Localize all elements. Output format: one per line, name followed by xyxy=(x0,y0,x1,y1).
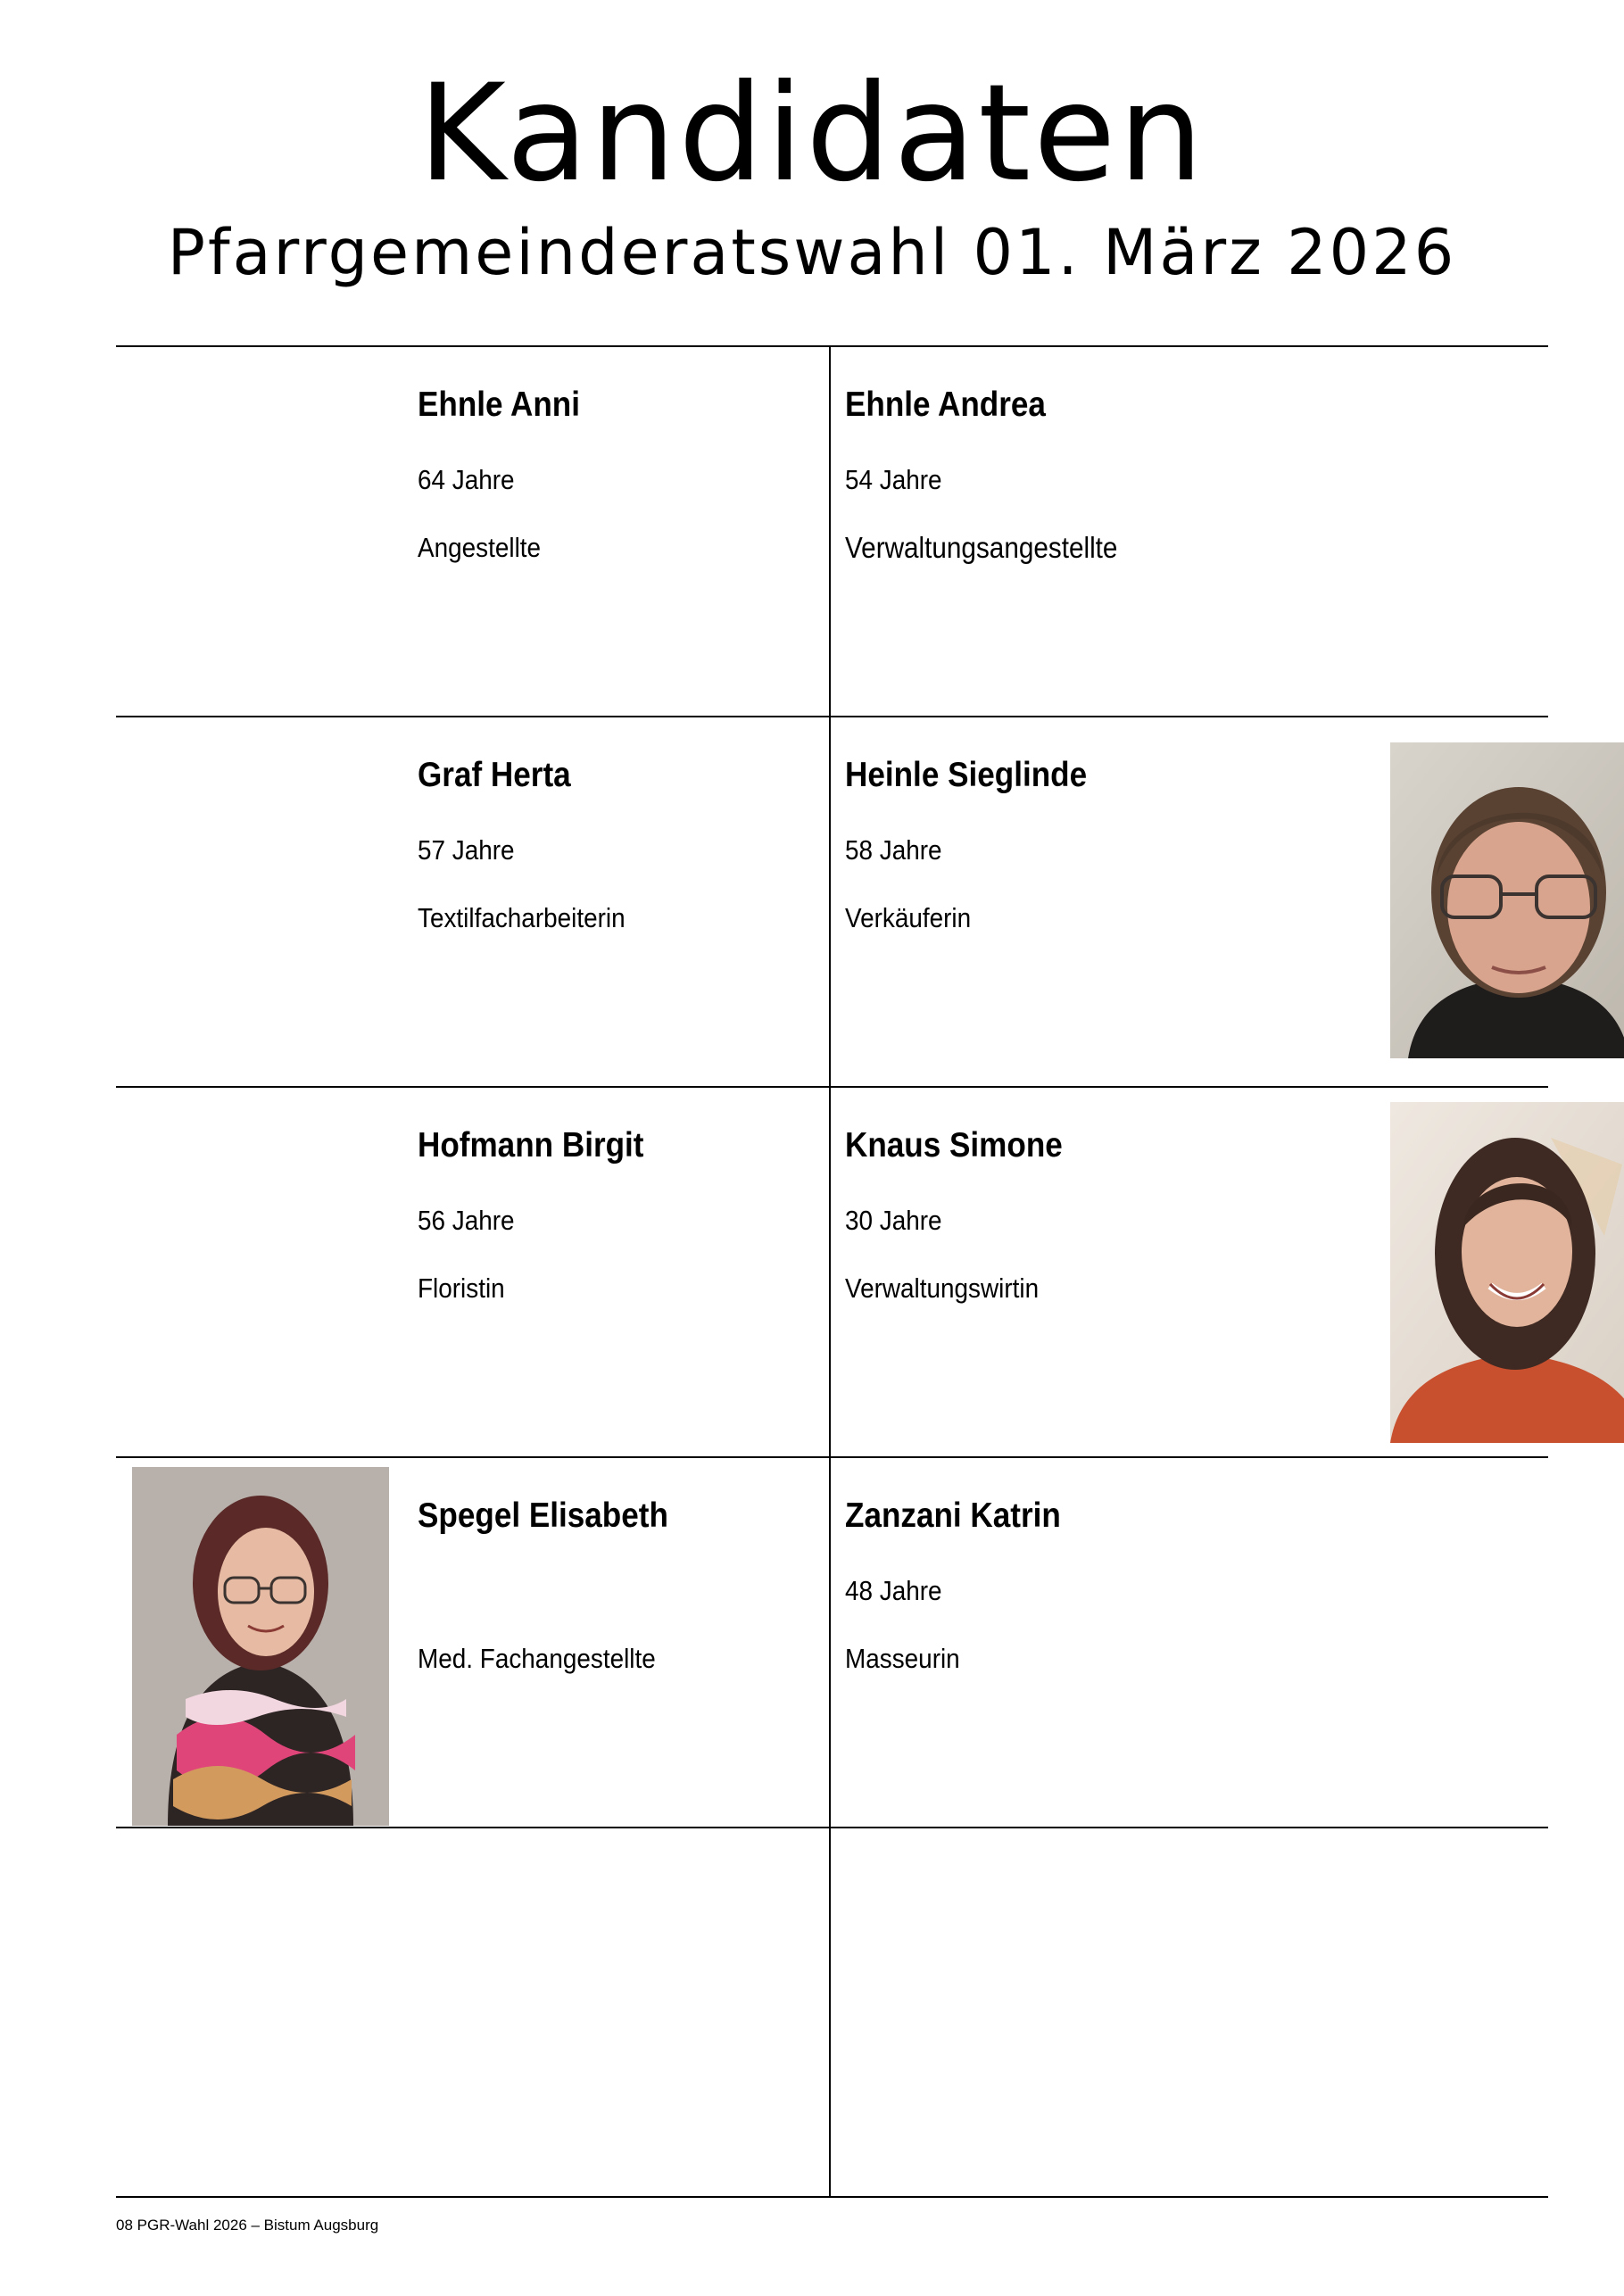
page-subtitle: Pfarrgemeinderatswahl 01. März 2026 xyxy=(167,216,1457,289)
candidate-occupation: Floristin xyxy=(418,1272,505,1304)
candidate-occupation: Textilfacharbeiterin xyxy=(418,902,626,933)
candidate-name: Ehnle Andrea xyxy=(845,385,1046,424)
candidate-age: 57 Jahre xyxy=(418,834,515,866)
candidate-age: 58 Jahre xyxy=(845,834,942,866)
page-title: Kandidaten xyxy=(418,56,1206,211)
candidate-card xyxy=(830,716,1544,1086)
candidate-age: 56 Jahre xyxy=(418,1205,515,1236)
candidate-name: Hofmann Birgit xyxy=(418,1126,644,1165)
candidate-card xyxy=(830,345,1544,716)
candidate-card xyxy=(830,1456,1544,1827)
candidate-photo xyxy=(1390,742,1624,1058)
empty-card xyxy=(830,1827,1544,2197)
candidate-name: Zanzani Katrin xyxy=(845,1496,1061,1535)
candidate-age: 64 Jahre xyxy=(418,464,515,495)
candidate-name: Ehnle Anni xyxy=(418,385,580,424)
candidate-grid xyxy=(116,345,1548,2198)
candidate-occupation: Verwaltungswirtin xyxy=(845,1272,1040,1304)
candidate-photo xyxy=(1390,1102,1624,1443)
empty-card xyxy=(116,1827,830,2197)
candidate-name: Graf Herta xyxy=(418,756,571,794)
candidate-age: 30 Jahre xyxy=(845,1205,942,1236)
candidate-photo xyxy=(132,1467,389,1826)
candidate-age: 54 Jahre xyxy=(845,464,942,495)
candidate-card xyxy=(116,345,830,716)
candidate-occupation: Med. Fachangestellte xyxy=(418,1643,656,1674)
candidate-name: Spegel Elisabeth xyxy=(418,1496,668,1535)
candidate-occupation: Angestellte xyxy=(418,532,542,563)
candidate-name: Knaus Simone xyxy=(845,1126,1063,1165)
candidate-occupation: Verkäuferin xyxy=(845,902,972,933)
page-footer: 08 PGR-Wahl 2026 – Bistum Augsburg xyxy=(116,2217,379,2234)
candidate-card xyxy=(116,1086,830,1456)
candidate-card xyxy=(830,1086,1544,1456)
candidate-card xyxy=(116,1456,830,1827)
candidate-card xyxy=(116,716,830,1086)
candidate-occupation: Verwaltungsangestellte xyxy=(845,531,1118,564)
candidate-name: Heinle Sieglinde xyxy=(845,756,1088,794)
candidate-occupation: Masseurin xyxy=(845,1643,960,1674)
candidate-age: 48 Jahre xyxy=(845,1575,942,1606)
